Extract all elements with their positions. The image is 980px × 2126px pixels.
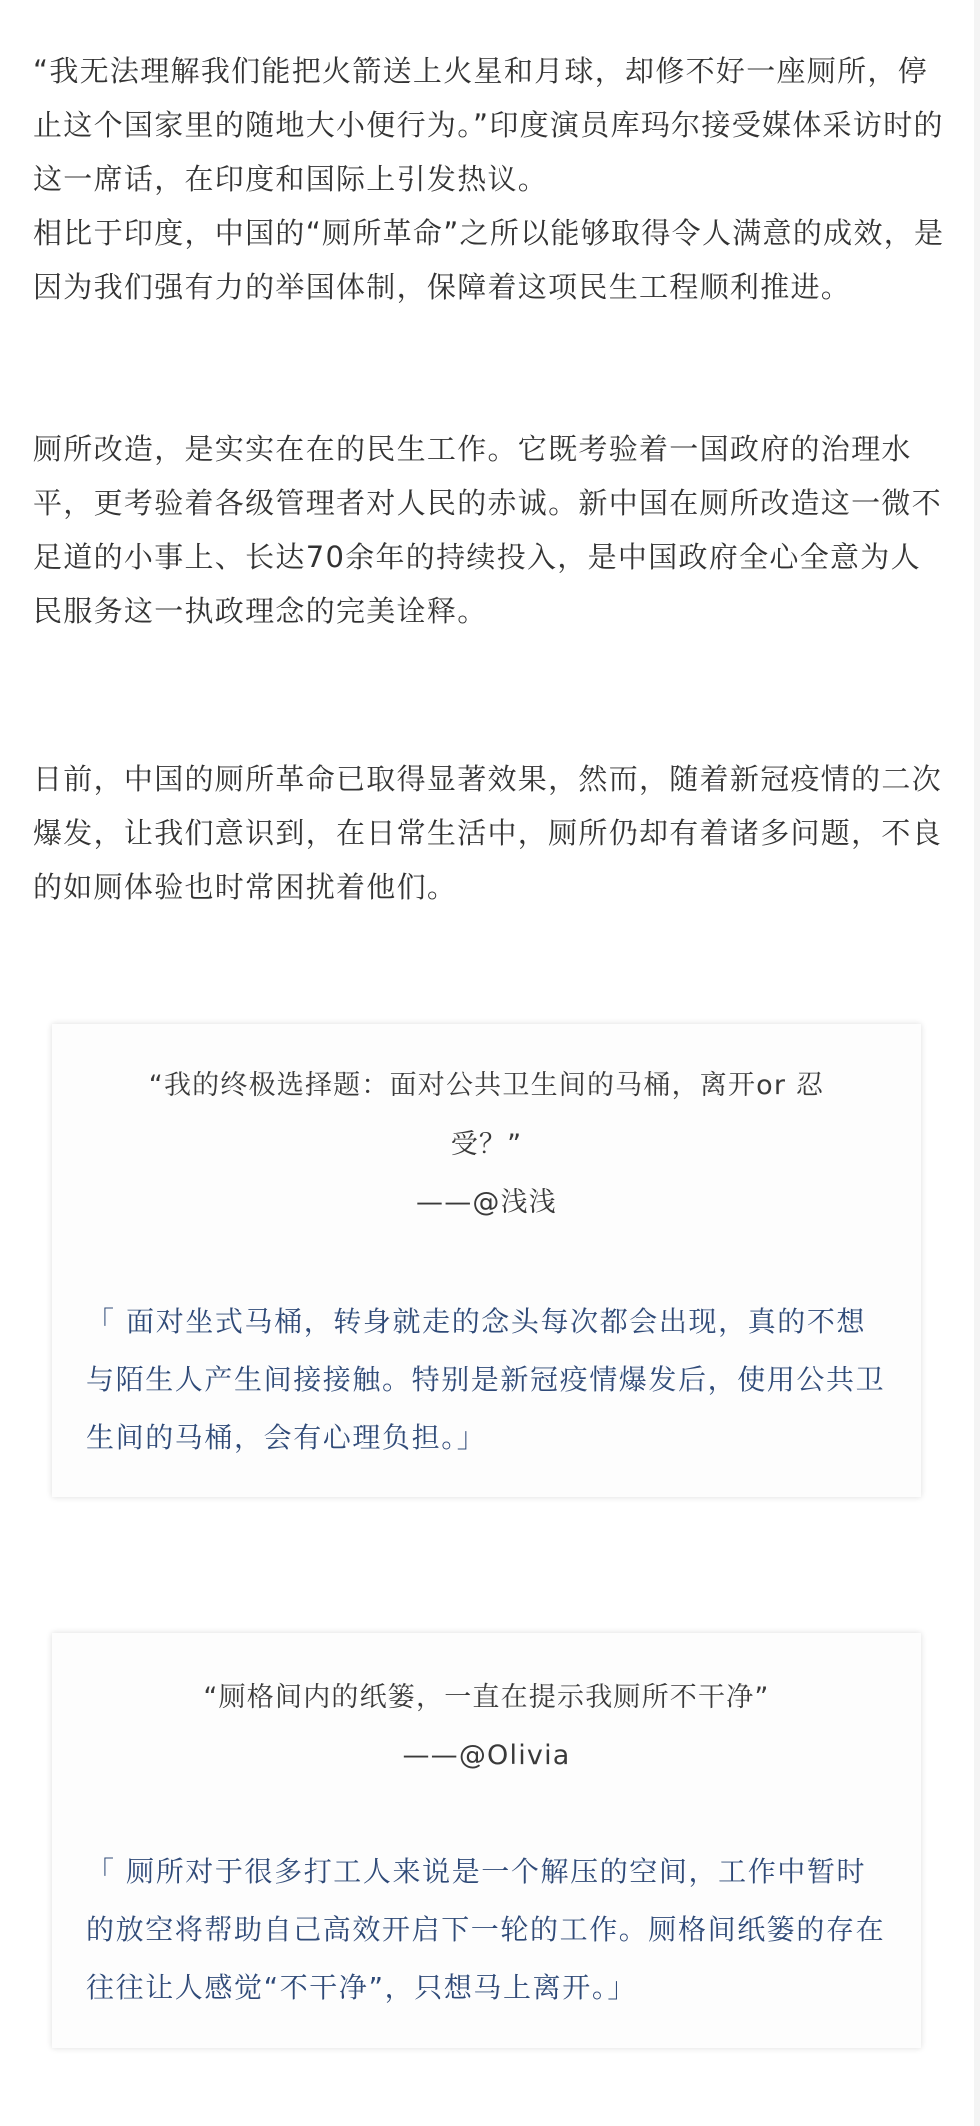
- quote-card: [52, 1633, 921, 2048]
- paragraph-toilet-reform: 厕所改造，是实实在在的民生工作。它既考验着一国政府的治理水平，更考验着各级管理者对人民的赤诚。新中国在厕所改造这一微不足道的小事上、长达70余年的持续投入，是中国政府全心全意为人民服务这一执政理念的完美诠释。: [33, 432, 943, 628]
- paragraph-china-comparison: 相比于印度，中国的“厕所革命”之所以能够取得令人满意的成效，是因为我们强有力的举国体制，保障着这项民生工程顺利推进。: [33, 216, 945, 304]
- paragraph-current-problems: 日前，中国的厕所革命已取得显著效果，然而，随着新冠疫情的二次爆发，让我们意识到，在日常生活中，厕所仍却有着诸多问题，不良的如厕体验也时常困扰着他们。: [33, 762, 943, 904]
- paragraph-intro-quote: “我无法理解我们能把火箭送上火星和月球，却修不好一座厕所，停止这个国家里的随地大小便行为。”印度演员库玛尔接受媒体采访时的这一席话，在印度和国际上引发热议。: [33, 54, 944, 196]
- quote-comment: 「 面对坐式马桶，转身就走的念头每次都会出现，真的不想与陌生人产生间接接触。特别是新冠疫情爆发后，使用公共卫生间的马桶，会有心理负担。」: [86, 1305, 886, 1454]
- scrollbar-track[interactable]: [974, 0, 980, 2126]
- quote-text-line: “我的终极选择题：面对公共卫生间的马桶，离开or 忍: [148, 1070, 825, 1101]
- quote-comment: 「 厕所对于很多打工人来说是一个解压的空间，工作中暂时的放空将帮助自己高效开启下一轮的工作。厕格间纸篓的存在往往让人感觉“不干净”，只想马上离开。」: [86, 1855, 886, 2004]
- quote-author: ——@Olivia: [402, 1740, 571, 1771]
- quote-author: ——@浅浅: [416, 1187, 557, 1218]
- quote-card: [52, 1024, 921, 1497]
- quote-text-line: 受？”: [450, 1129, 523, 1160]
- quote-text-line: “厕格间内的纸篓，一直在提示我厕所不干净”: [203, 1682, 770, 1713]
